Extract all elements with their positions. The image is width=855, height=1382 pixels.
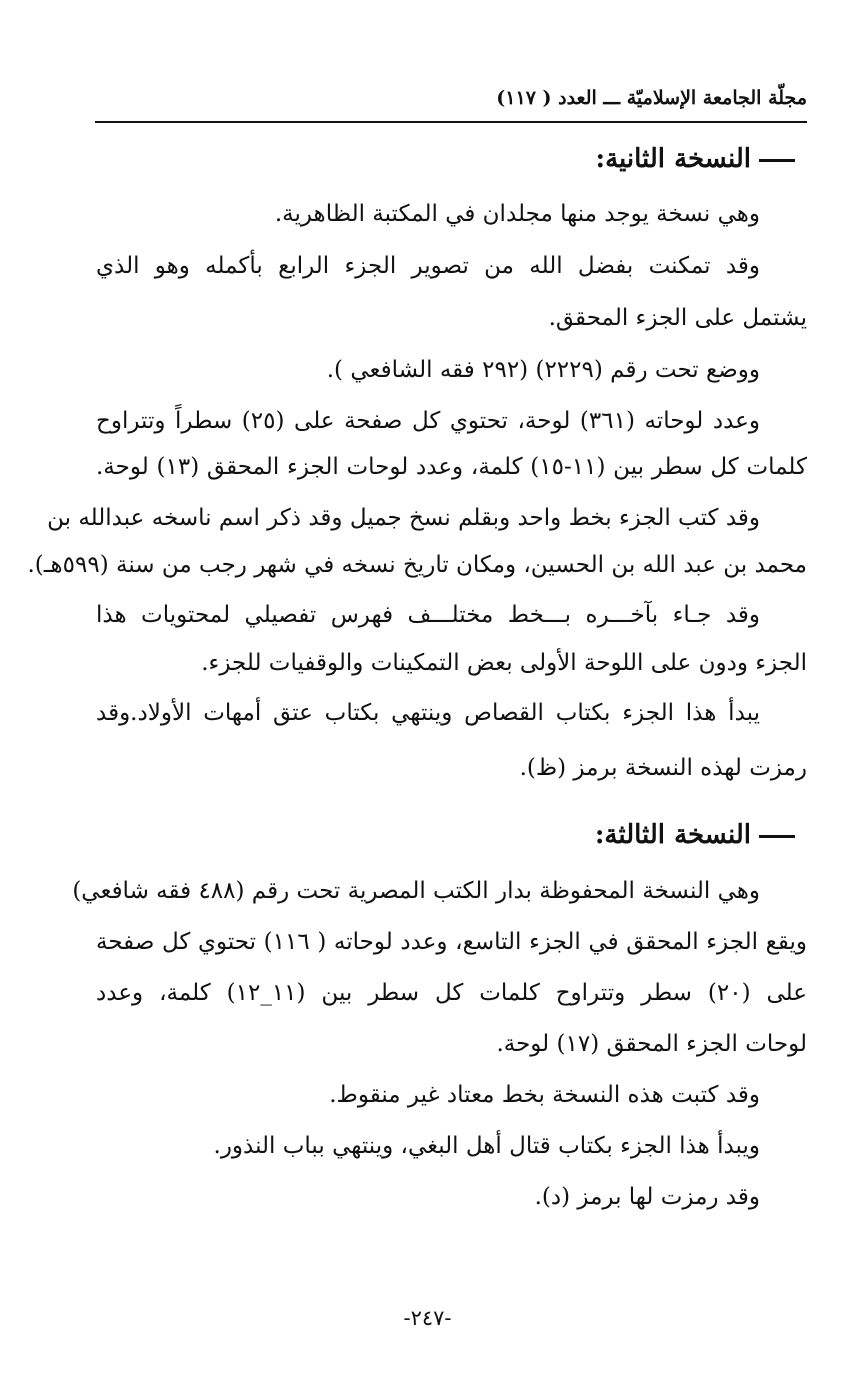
- heading-text: النسخة الثانية:: [595, 144, 751, 174]
- heading-dash: [759, 835, 795, 838]
- paragraph-line: الجزء ودون على اللوحة الأولى بعض التمكينات والوقفيات للجزء.: [201, 650, 807, 676]
- paragraph-line: ويقع الجزء المحقق في الجزء التاسع، وعدد لوحاته ( ١١٦) تحتوي كل صفحة: [96, 929, 807, 955]
- paragraph-line: رمزت لهذه النسخة برمز (ظ).: [519, 755, 807, 781]
- paragraph-line: يشتمل على الجزء المحقق.: [548, 305, 807, 331]
- paragraph-line: وقد كتبت هذه النسخة بخط معتاد غير منقوط.: [329, 1082, 760, 1108]
- paragraph-line: وقد تمكنت بفضل الله من تصوير الجزء الرابع بأكمله وهو الذي: [96, 253, 760, 279]
- heading-text: النسخة الثالثة:: [594, 820, 751, 850]
- paragraph-line: ووضع تحت رقم (٢٢٢٩) (٢٩٢ فقه الشافعي ).: [326, 357, 760, 383]
- header-rule: [95, 121, 807, 123]
- paragraph-line: محمد بن عبد الله بن الحسين، ومكان تاريخ نسخه في شهر رجب من سنة (٥٩٩هـ).: [27, 552, 807, 578]
- page-number: -٢٤٧-: [403, 1306, 452, 1330]
- paragraph-line: وعدد لوحاته (٣٦١) لوحة، تحتوي كل صفحة على (٢٥) سطراً وتتراوح: [96, 408, 760, 434]
- paragraph-line: لوحات الجزء المحقق (١٧) لوحة.: [496, 1031, 807, 1057]
- paragraph-line: وقد رمزت لها برمز (د).: [534, 1184, 760, 1210]
- section-heading-third-copy: [595, 818, 795, 852]
- paragraph-line: يبدأ هذا الجزء بكتاب القصاص وينتهي بكتاب عتق أمهات الأولاد.وقد: [96, 700, 760, 726]
- section-heading-second-copy: [596, 142, 796, 176]
- paragraph-line: وهي النسخة المحفوظة بدار الكتب المصرية تحت رقم (٤٨٨ فقه شافعي): [72, 878, 760, 904]
- paragraph-line: كلمات كل سطر بين (١١-١٥) كلمة، وعدد لوحات الجزء المحقق (١٣) لوحة.: [96, 454, 807, 480]
- paragraph-line: ويبدأ هذا الجزء بكتاب قتال أهل البغي، وينتهي بباب النذور.: [213, 1133, 760, 1159]
- heading-dash: [759, 159, 795, 162]
- paragraph-line: على (٢٠) سطر وتتراوح كلمات كل سطر بين (١١_١٢) كلمة، وعدد: [96, 980, 807, 1006]
- paragraph-line: وقد كتب الجزء بخط واحد وبقلم نسخ جميل وقد ذكر اسم ناسخه عبدالله بن: [47, 505, 760, 531]
- paragraph-line: وهي نسخة يوجد منها مجلدان في المكتبة الظاهرية.: [274, 201, 760, 227]
- running-header: مجلّة الجامعة الإسلاميّة ـــ العدد ( ١١٧): [496, 87, 807, 109]
- paragraph-line: وقد جـاء بآخـــره بـــخط مختلـــف فهرس تفصيلي لمحتويات هذا: [96, 602, 760, 628]
